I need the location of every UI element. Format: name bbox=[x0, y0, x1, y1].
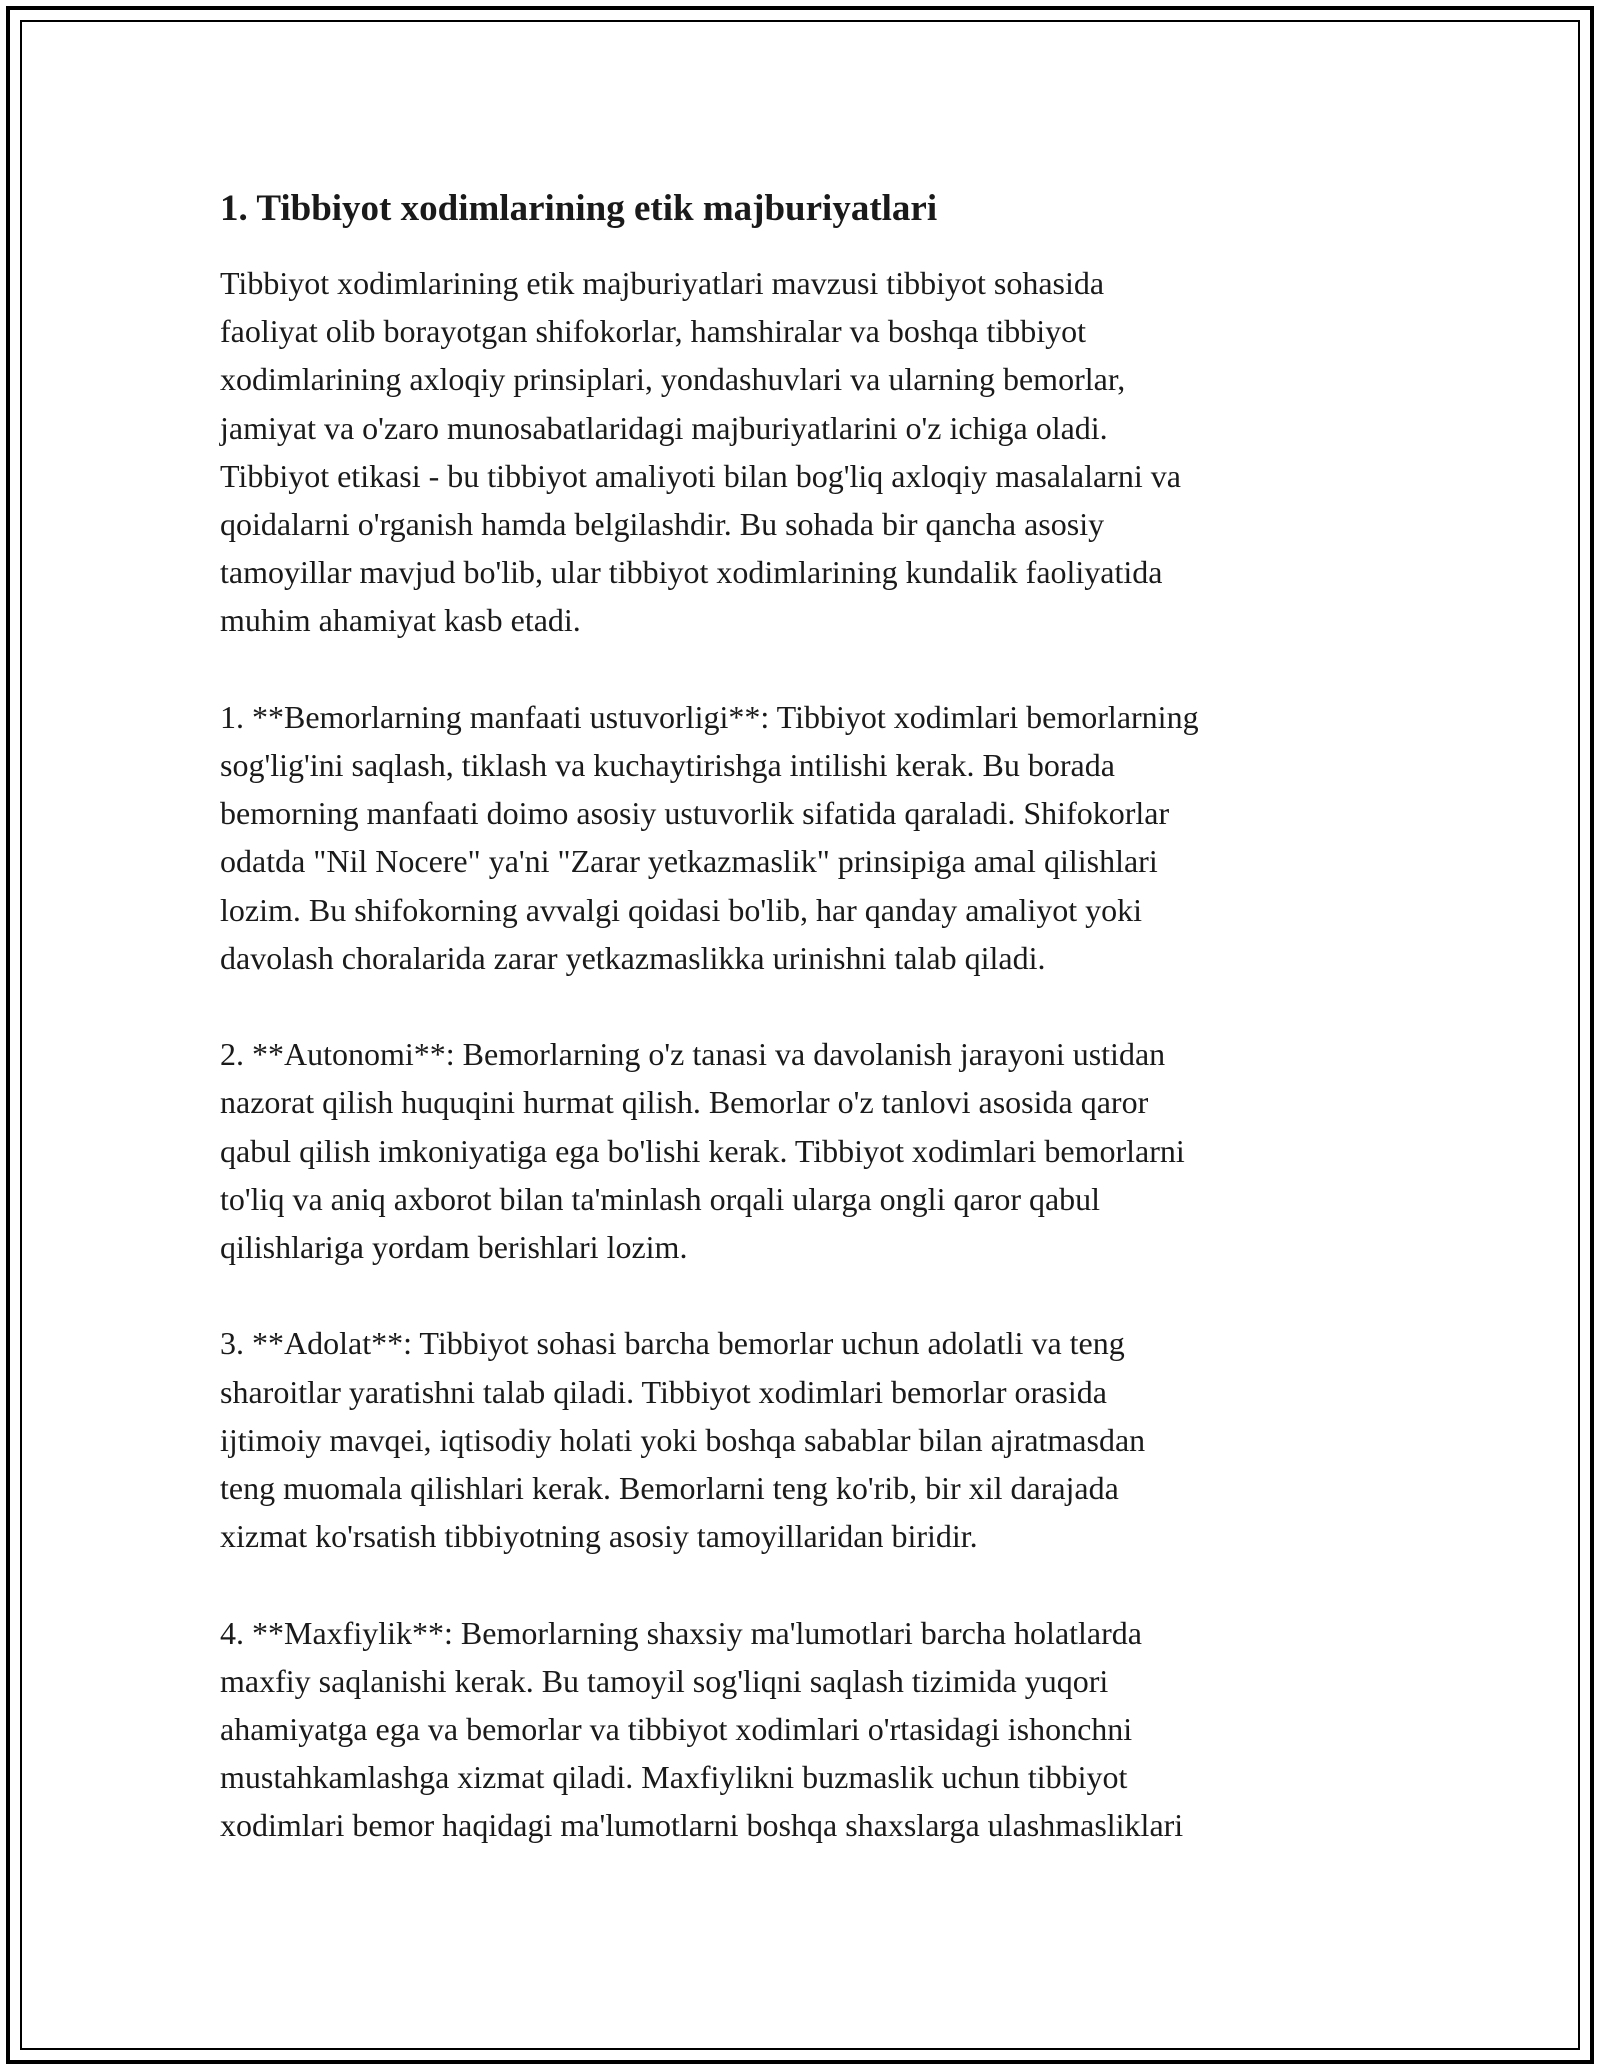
text-line: davolash choralarida zarar yetkazmaslikka urinishni talab qiladi. bbox=[220, 939, 1046, 976]
text-line: maxfiy saqlanishi kerak. Bu tamoyil sog'liqni saqlash tizimida yuqori bbox=[220, 1662, 1109, 1699]
text-line: sog'lig'ini saqlash, tiklash va kuchaytirishga intilishi kerak. Bu borada bbox=[220, 747, 1115, 784]
text-line: lozim. Bu shifokorning avvalgi qoidasi bo'lib, har qanday amaliyot yoki bbox=[220, 891, 1143, 928]
principle-paragraph-4 bbox=[220, 1609, 1370, 1850]
text-line: sharoitlar yaratishni talab qiladi. Tibbiyot xodimlari bemorlar orasida bbox=[220, 1373, 1107, 1410]
intro-paragraph bbox=[220, 259, 1370, 645]
text-line: nazorat qilish huquqini hurmat qilish. Bemorlar o'z tanlovi asosida qaror bbox=[220, 1084, 1149, 1121]
text-line: mustahkamlashga xizmat qiladi. Maxfiylikni buzmaslik uchun tibbiyot bbox=[220, 1759, 1128, 1796]
text-line: 1. **Bemorlarning manfaati ustuvorligi**: Tibbiyot xodimlari bemorlarning bbox=[220, 698, 1199, 735]
document-body bbox=[220, 185, 1370, 1898]
principle-paragraph-2 bbox=[220, 1030, 1370, 1271]
text-line: to'liq va aniq axborot bilan ta'minlash orqali ularga ongli qaror qabul bbox=[220, 1180, 1101, 1217]
text-line: Tibbiyot etikasi - bu tibbiyot amaliyoti bilan bog'liq axloqiy masalalarni va bbox=[220, 457, 1181, 494]
text-line: 3. **Adolat**: Tibbiyot sohasi barcha bemorlar uchun adolatli va teng bbox=[220, 1325, 1125, 1362]
text-line: odatda "Nil Nocere" ya'ni "Zarar yetkazmaslik" prinsipiga amal qilishlari bbox=[220, 843, 1158, 880]
text-line: muhim ahamiyat kasb etadi. bbox=[220, 602, 581, 639]
text-line: teng muomala qilishlari kerak. Bemorlarni teng ko'rib, bir xil darajada bbox=[220, 1470, 1119, 1507]
page-title: 1. Tibbiyot xodimlarining etik majburiyatlari bbox=[220, 188, 938, 229]
principle-paragraph-1 bbox=[220, 693, 1370, 982]
text-line: 2. **Autonomi**: Bemorlarning o'z tanasi va davolanish jarayoni ustidan bbox=[220, 1036, 1166, 1073]
text-line: tamoyillar mavjud bo'lib, ular tibbiyot xodimlarining kundalik faoliyatida bbox=[220, 554, 1163, 591]
text-line: bemorning manfaati doimo asosiy ustuvorlik sifatida qaraladi. Shifokorlar bbox=[220, 795, 1170, 832]
text-line: xizmat ko'rsatish tibbiyotning asosiy tamoyillaridan biridir. bbox=[220, 1518, 978, 1555]
text-line: 4. **Maxfiylik**: Bemorlarning shaxsiy ma'lumotlari barcha holatlarda bbox=[220, 1614, 1142, 1651]
text-line: xodimlarining axloqiy prinsiplari, yondashuvlari va ularning bemorlar, bbox=[220, 361, 1126, 398]
text-line: ijtimoiy mavqei, iqtisodiy holati yoki boshqa sabablar bilan ajratmasdan bbox=[220, 1421, 1146, 1458]
principle-paragraph-3 bbox=[220, 1319, 1370, 1560]
text-line: xodimlari bemor haqidagi ma'lumotlarni boshqa shaxslarga ulashmasliklari bbox=[220, 1807, 1184, 1844]
text-line: qilishlariga yordam berishlari lozim. bbox=[220, 1229, 688, 1266]
text-line: Tibbiyot xodimlarining etik majburiyatlari mavzusi tibbiyot sohasida bbox=[220, 265, 1105, 301]
text-line: ahamiyatga ega va bemorlar va tibbiyot xodimlari o'rtasidagi ishonchni bbox=[220, 1711, 1133, 1748]
text-line: qoidalarni o'rganish hamda belgilashdir. Bu sohada bir qancha asosiy bbox=[220, 506, 1105, 543]
text-line: qabul qilish imkoniyatiga ega bo'lishi kerak. Tibbiyot xodimlari bemorlarni bbox=[220, 1132, 1185, 1169]
text-line: jamiyat va o'zaro munosabatlaridagi majburiyatlarini o'z ichiga oladi. bbox=[220, 409, 1108, 446]
text-line: faoliyat olib borayotgan shifokorlar, hamshiralar va boshqa tibbiyot bbox=[220, 313, 1087, 350]
